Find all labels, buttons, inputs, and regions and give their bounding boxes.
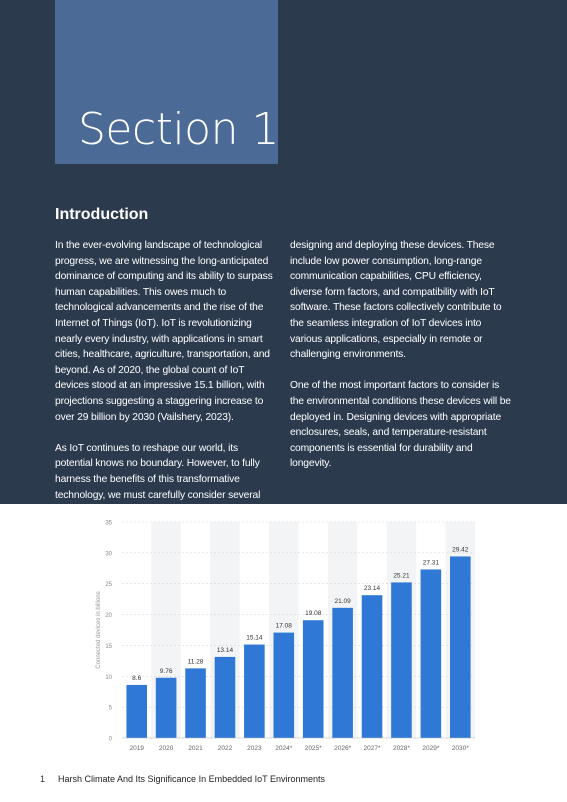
x-tick-label: 2021 [188,745,203,752]
y-tick-label: 15 [105,643,112,650]
bar-chart [0,504,567,764]
data-label: 17.08 [275,622,292,630]
bar [244,645,265,738]
bar [156,678,177,738]
bar [273,633,294,738]
y-tick-label: 30 [105,551,112,558]
intro-column-right [290,238,514,488]
data-label: 29.42 [452,546,469,554]
y-tick-label: 10 [105,674,112,681]
data-label: 19.08 [305,610,322,618]
page-number: 1 [40,774,46,784]
section-title: Section 1 [78,104,279,155]
y-tick-label: 35 [105,520,112,527]
x-tick-label: 2030* [451,745,469,752]
y-tick-label: 25 [105,582,112,589]
intro-paragraph: One of the most important factors to consider is the environmental conditions these devices will be deployed in. Designing devices with appropriate enclosures, seals, and temperature-resistant components is essential for durability and longevity. [290,380,511,470]
bar [185,668,206,738]
page-footer [0,766,567,802]
x-tick-label: 2026* [334,745,352,752]
bar [421,569,442,738]
x-tick-label: 2029* [422,745,440,752]
data-label: 13.14 [216,646,234,654]
intro-heading: Introduction [55,206,149,223]
bar [126,685,147,738]
bar [450,556,471,738]
data-label: 11.28 [187,658,204,666]
y-axis-label: Connected devices in billions [96,591,102,669]
y-tick-label: 5 [108,705,112,712]
x-tick-label: 2022 [217,745,233,752]
x-tick-label: 2020 [158,745,174,752]
data-label: 21.09 [334,597,351,605]
x-tick-label: 2024* [275,745,293,752]
y-tick-label: 20 [105,613,112,620]
intro-paragraph: In the ever-evolving landscape of technological progress, we are witnessing the long-anticipated dominance of computing and its ability to surpass human capabilities. This owes much to technological advancements and the rise of the Internet of Things (IoT). IoT is revolutionizing nearly every industry, with applications in smart cities, healthcare, agriculture, transportation, and beyond. As of 2020, the global count of IoT devices stood at an impressive 15.1 billion, with projections suggesting a staggering increase to over 29 billion by 2030 (Vailshery, 2023). [55,240,273,423]
x-tick-label: 2019 [129,745,144,752]
x-tick-label: 2025* [304,745,322,752]
bar [362,595,383,738]
x-tick-label: 2028* [392,745,410,752]
data-label: 15.14 [246,634,263,642]
bar [303,620,324,738]
bar [215,657,236,738]
bar [332,608,353,738]
data-label: 9.76 [159,667,173,675]
intro-column-left [55,238,277,534]
intro-paragraph: designing and deploying these devices. These include low power consumption, long-range communication capabilities, CPU efficiency, diverse form factors, and compatibility with IoT software. These factors collectively contribute to the seamless integration of IoT devices into various applications, especially in remote or challenging environments. [290,240,502,361]
bar [391,582,412,738]
x-tick-label: 2027* [363,745,381,752]
footer-title: Harsh Climate And Its Significance In Embedded IoT Environments [58,774,325,784]
intro-paragraph: As IoT continues to reshape our world, its potential knows no boundary. However, to fully harness the benefits of this transformative technology, we must carefully consider several [55,442,261,501]
data-label: 8.6 [132,674,142,682]
iot-devices-chart [0,504,567,764]
data-label: 25.21 [393,572,410,580]
y-tick-label: 0 [108,736,112,743]
data-label: 23.14 [363,585,381,593]
data-label: 27.31 [422,559,440,567]
x-tick-label: 2023 [247,745,262,752]
